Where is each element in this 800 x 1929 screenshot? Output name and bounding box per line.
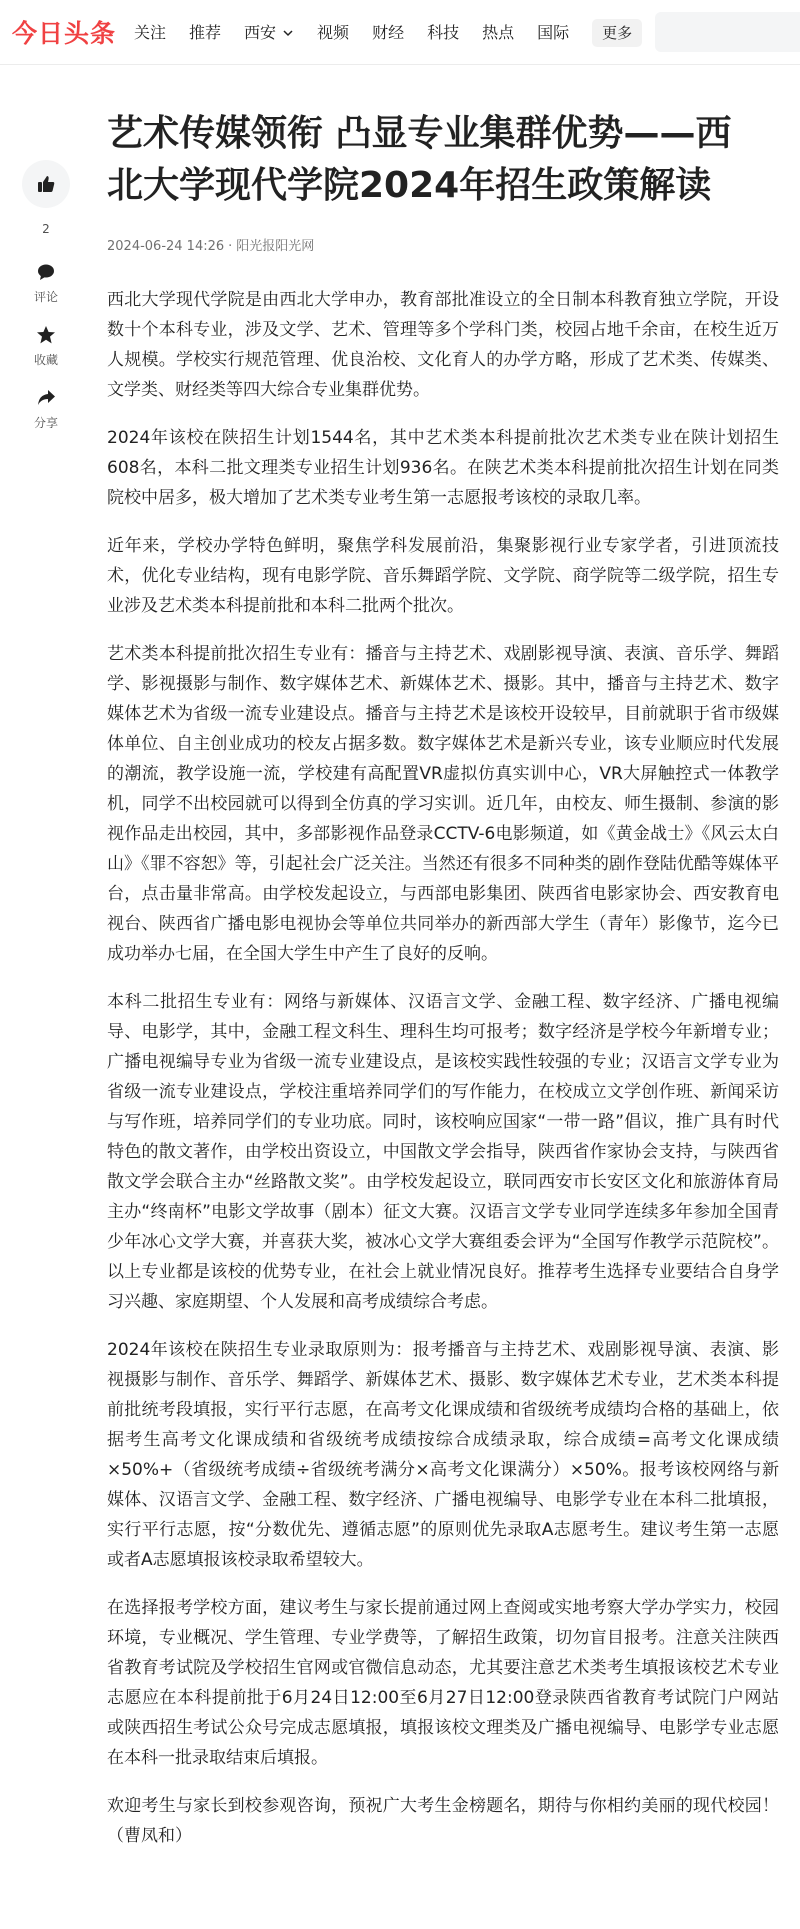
share-icon: [36, 388, 56, 408]
article-paragraph: 在选择报考学校方面，建议考生与家长提前通过网上查阅或实地考察大学办学实力，校园环境，专业概况、学生管理、专业学费等，了解招生政策，切勿盲目报考。注意关注陕西省教育考试院及学校招生官网或官微信息动态，尤其要注意艺术类考生填报该校艺术专业志愿应在本科提前批于6月24日12:00至6月27日12:00登录陕西省教育考试院门户网站或陕西招生考试公众号完成志愿填报，填报该校文理类及广播电视编导、电影学专业志愿在本科一批录取结束后填报。: [107, 1598, 779, 1768]
comment-label: 评论: [33, 290, 58, 304]
article-paragraph: 欢迎考生与家长到校参观咨询，预祝广大考生金榜题名，期待与你相约美丽的现代校园！（曹凤和）: [107, 1796, 779, 1846]
article-paragraph: 本科二批招生专业有：网络与新媒体、汉语言文学、金融工程、数字经济、广播电视编导、电影学，其中，金融工程文科生、理科生均可报考；数字经济是学校今年新增专业；广播电视编导专业为省级一流专业建设点，是该校实践性较强的专业；汉语言文学专业为省级一流专业建设点，学校注重培养同学们的写作能力，在校成立文学创作班、新闻采访与写作班，培养同学们的专业功底。同时，该校响应国家“一带一路”倡议，推广具有时代特色的散文著作，由学校出资设立，中国散文学会指导，陕西省作家协会支持，与陕西省散文学会联合主办“丝路散文奖”。由学校发起设立，联同西安市长安区文化和旅游体育局主办“终南杯”电影文学故事（剧本）征文大赛。汉语言文学专业同学连续多年参加全国青少年冰心文学大赛，并喜获大奖，被冰心文学大赛组委会评为“全国写作教学示范院校”。以上专业都是该校的优势专业，在社会上就业情况良好。推荐考生选择专业要结合自身学习兴趣、家庭期望、个人发展和高考成绩综合考虑。: [107, 992, 779, 1312]
channel-nav: [134, 22, 665, 47]
article-paragraph: 2024年该校在陕招生专业录取原则为：报考播音与主持艺术、戏剧影视导演、表演、影视摄影与制作、音乐学、舞蹈学、新媒体艺术、摄影、数字媒体艺术专业，艺术类本科提前批统考段填报，实行平行志愿，在高考文化课成绩和省级统考成绩均合格的基础上，依据考生高考文化课成绩和省级统考成绩按综合成绩录取，综合成绩=高考文化课成绩×50%+（省级统考成绩÷省级统考满分×高考文化课满分）×50%。报考该校网络与新媒体、汉语言文学、金融工程、数字经济、广播电视编导、电影学专业在本科二批填报，实行平行志愿，按“分数优先、遵循志愿”的原则优先录取A志愿考生。建议考生第一志愿或者A志愿填报该校录取希望较大。: [107, 1340, 779, 1570]
thumbs-up-icon: [36, 174, 56, 194]
nav-item-international[interactable]: 国际: [537, 23, 570, 42]
chevron-down-icon: [282, 27, 294, 39]
article-title: 艺术传媒领衔 凸显专业集群优势——西北大学现代学院2024年招生政策解读: [107, 113, 732, 206]
article-meta: 2024-06-24 14:26 · 阳光报阳光网: [107, 239, 315, 254]
article-body: [107, 285, 779, 1869]
top-navigation-bar: [0, 0, 800, 65]
toutiao-logo[interactable]: 今日头条: [12, 19, 117, 48]
nav-item-recommend[interactable]: 推荐: [189, 23, 222, 42]
nav-item-xian[interactable]: [244, 22, 294, 44]
article-paragraph: 2024年该校在陕招生计划1544名，其中艺术类本科提前批次艺术类专业在陕计划招生608名，本科二批文理类专业招生计划936名。在陕艺术类本科提前批次招生计划在同类院校中居多，极大增加了艺术类专业考生第一志愿报考该校的录取几率。: [107, 428, 779, 508]
like-button[interactable]: [22, 160, 70, 208]
comment-icon: [36, 262, 56, 282]
collect-button[interactable]: [34, 325, 58, 368]
article-paragraph: 近年来，学校办学特色鲜明，聚焦学科发展前沿，集聚影视行业专家学者，引进顶流技术，优化专业结构，现有电影学院、音乐舞蹈学院、文学院、商学院等二级学院，招生专业涉及艺术类本科提前批和本科二批两个批次。: [107, 536, 779, 616]
nav-item-tech[interactable]: 科技: [427, 23, 460, 42]
collect-label: 收藏: [33, 353, 58, 367]
article-paragraph: 艺术类本科提前批次招生专业有：播音与主持艺术、戏剧影视导演、表演、音乐学、舞蹈学、影视摄影与制作、数字媒体艺术、新媒体艺术、摄影。其中，播音与主持艺术、数字媒体艺术为省级一流专业建设点。播音与主持艺术是该校开设较早，目前就职于省市级媒体单位、自主创业成功的校友占据多数。数字媒体艺术是新兴专业，该专业顺应时代发展的潮流，教学设施一流，学校建有高配置VR虚拟仿真实训中心，VR大屏触控式一体教学机，同学不出校园就可以得到全仿真的学习实训。近几年，由校友、师生摄制、参演的影视作品走出校园，其中，多部影视作品登录CCTV-6电影频道，如《黄金战士》《风云太白山》《罪不容恕》等，引起社会广泛关注。当然还有很多不同种类的剧作登陆优酷等媒体平台，点击量非常高。由学校发起设立，与西部电影集团、陕西省电影家协会、西安教育电视台、陕西省广播电影电视协会等单位共同举办的新西部大学生（青年）影像节，迄今已成功举办七届，在全国大学生中产生了良好的反响。: [107, 644, 779, 964]
share-label: 分享: [33, 416, 58, 430]
article-source[interactable]: 阳光报阳光网: [236, 239, 315, 254]
article-side-actions: [22, 160, 70, 431]
publish-date: 2024-06-24 14:26: [107, 239, 225, 254]
search-input[interactable]: [655, 12, 800, 52]
nav-item-hot[interactable]: 热点: [482, 23, 515, 42]
star-icon: [36, 325, 56, 345]
nav-item-video[interactable]: 视频: [317, 23, 350, 42]
nav-item-finance[interactable]: 财经: [372, 23, 405, 42]
article-paragraph: 西北大学现代学院是由西北大学申办，教育部批准设立的全日制本科教育独立学院，开设数十个本科专业，涉及文学、艺术、管理等多个学科门类，校园占地千余亩，在校生近万人规模。学校实行规范管理、优良治校、文化育人的办学方略，形成了艺术类、传媒类、文学类、财经类等四大综合专业集群优势。: [107, 290, 779, 400]
like-count: 2: [42, 222, 50, 236]
share-button[interactable]: [34, 388, 58, 431]
nav-item-xian-label: 西安: [244, 23, 277, 42]
nav-item-follow[interactable]: 关注: [134, 23, 167, 42]
nav-more-button[interactable]: 更多: [592, 19, 642, 47]
comment-button[interactable]: [34, 262, 58, 305]
